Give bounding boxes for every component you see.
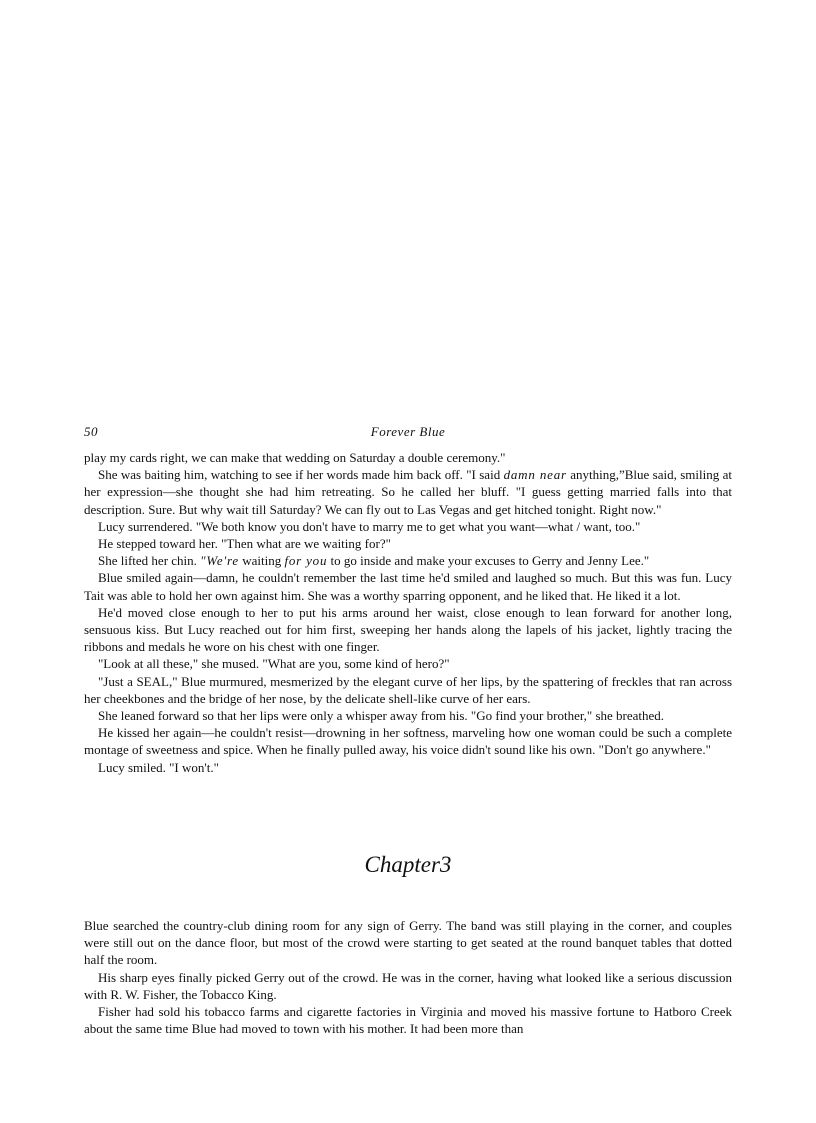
paragraph: Blue smiled again—damn, he couldn't remember the last time he'd smiled and laughed so much. But this was fun. Lucy Tait was able to hold her own against him. She was a worthy sparring opponent, and he liked that. He liked it a lot.: [84, 570, 732, 603]
paragraph: She leaned forward so that her lips were only a whisper away from his. "Go find your brother," she breathed.: [98, 708, 665, 724]
running-title: Forever Blue: [370, 424, 446, 439]
chapter-heading: Chapter3: [364, 852, 452, 877]
paragraph: He kissed her again—he couldn't resist—drowning in her softness, marveling how one woman could be such a complete montage of sweetness and spice. When he finally pulled away, his voice didn't sound like his own. "Don't go anywhere.": [84, 725, 732, 758]
paragraph: "Look at all these," she mused. "What are you, some kind of hero?": [98, 656, 450, 672]
body-text-after-chapter: [84, 917, 732, 1037]
body-text-before-chapter: [84, 449, 732, 776]
emphasis: damn near: [503, 467, 567, 483]
paragraph: His sharp eyes finally picked Gerry out of the crowd. He was in the corner, having what looked like a serious discussion with R. W. Fisher, the Tobacco King.: [84, 969, 732, 1002]
paragraph: He stepped toward her. "Then what are we waiting for?": [98, 536, 391, 552]
paragraph: She was baiting him, watching to see if her words made him back off. "I said damn near anything,”Blue said, smiling at her expression—she thought she had him retreating. So he called her bluff. "I guess getting married falls into that description. Sure. But why wait till Saturday? We can fly out to Las Vegas and get hitched tonight. Right now.": [84, 467, 732, 517]
paragraph: Lucy surrendered. "We both know you don't have to marry me to get what you want—what / want, too.": [98, 518, 641, 534]
paragraph: Fisher had sold his tobacco farms and cigarette factories in Virginia and moved his massive fortune to Hatboro Creek about the same time Blue had moved to town with his mother. It had been more than: [84, 1004, 732, 1037]
paragraph: play my cards right, we can make that wedding on Saturday a double ceremony.": [84, 450, 506, 465]
emphasis: for you: [284, 553, 328, 569]
paragraph: He'd moved close enough to her to put his arms around her waist, close enough to lean forward for another long, sensuous kiss. But Lucy reached out for him first, sweeping her hands along the lapels of his jacket, lightly tracing the ribbons and medals he wore on his chest with one finger.: [84, 604, 732, 655]
paragraph: She lifted her chin. "We're waiting for you to go inside and make your excuses to Gerry and Jenny Lee.": [98, 553, 650, 569]
paragraph: Blue searched the country-club dining room for any sign of Gerry. The band was still playing in the corner, and couples were still out on the dance floor, but most of the crowd were starting to get seated at the round banquet tables that dotted half the room.: [84, 918, 732, 968]
paragraph: "Just a SEAL," Blue murmured, mesmerized by the elegant curve of her lips, by the spattering of freckles that ran across her cheekbones and the bridge of her nose, by the delicate shell-like curve of her ears.: [84, 673, 732, 706]
emphasis: "We're: [200, 553, 239, 569]
running-header: [84, 424, 732, 442]
paragraph: Lucy smiled. "I won't.": [98, 759, 219, 775]
page-number: 50: [84, 424, 98, 439]
